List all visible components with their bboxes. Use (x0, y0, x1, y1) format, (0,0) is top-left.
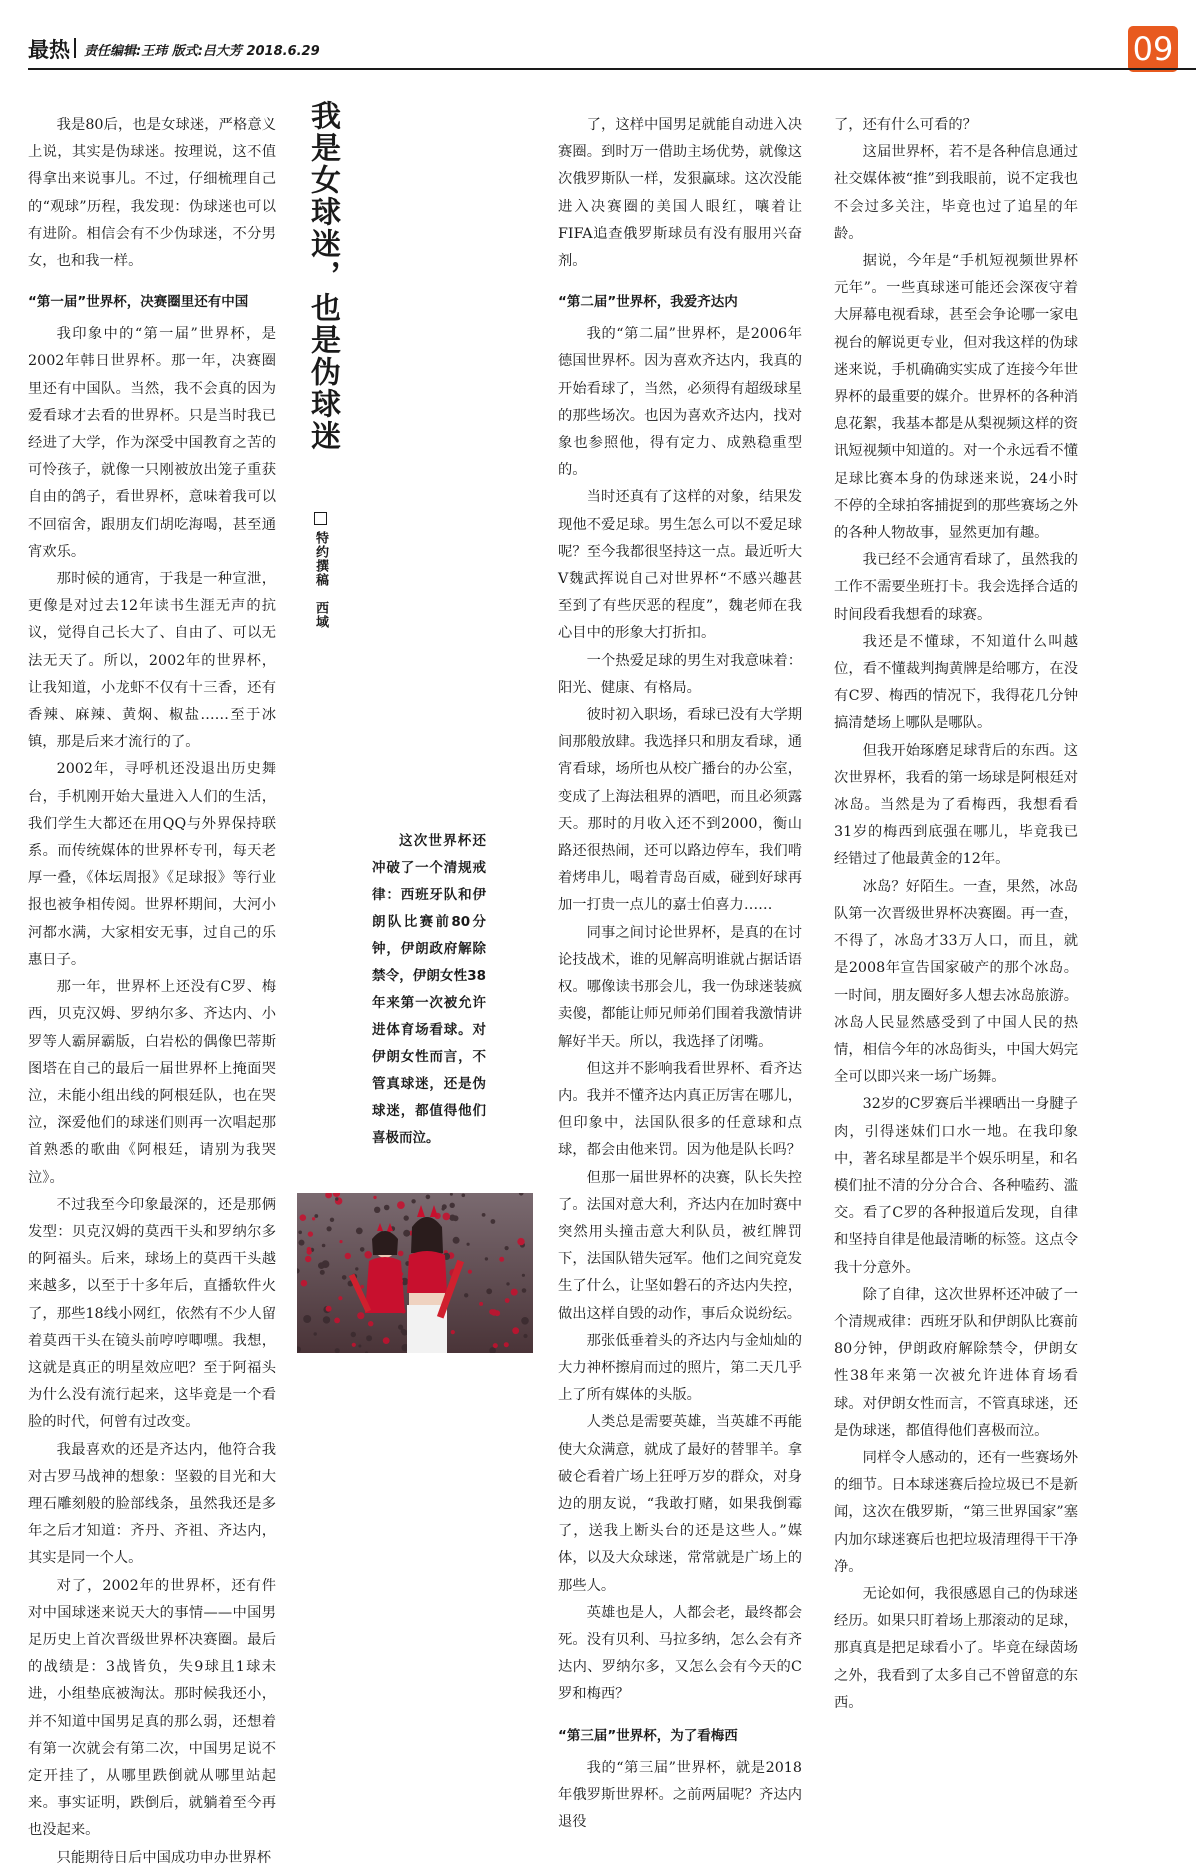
paragraph: 人类总是需要英雄，当英雄不再能使大众满意，就成了最好的替罪羊。拿破仑看着广场上狂呼万岁的群众，对身边的朋友说，“我敢打赌，如果我倒霉了，送我上断头台的还是这些人。”媒体，以及大众球迷，常常就是广场上的那些人。 (558, 1414, 802, 1594)
paragraph: 我已经不会通宵看球了，虽然我的工作不需要坐班打卡。我会选择合适的时间段看我想看的球赛。 (834, 552, 1078, 623)
paragraph: 我的“第三届”世界杯，就是2018年俄罗斯世界杯。之前两届呢？齐达内退役 (558, 1759, 802, 1830)
paragraph: 同事之间讨论世界杯，是真的在讨论技战术，谁的见解高明谁就占据话语权。哪像读书那会儿，我一伪球迷装疯卖傻，都能让师兄师弟们围着我激情讲解好半天。所以，我选择了闭嘴。 (558, 924, 802, 1050)
paragraph: 我最喜欢的还是齐达内，他符合我对古罗马战神的想象：坚毅的目光和大理石雕刻般的脸部线条，虽然我还是多年之后才知道：齐丹、齐祖、齐达内，其实是同一个人。 (28, 1441, 276, 1567)
paragraph: 冰岛？好陌生。一查，果然，冰岛队第一次晋级世界杯决赛圈。再一查，不得了，冰岛才33万人口，而且，就是2008年宣告国家破产的那个冰岛。一时间，朋友圈好多人想去冰岛旅游。冰岛人民显然感受到了中国人民的热情，相信今年的冰岛街头，中国大妈完全可以即兴来一场广场舞。 (834, 878, 1078, 1086)
paragraph: 了，这样中国男足就能自动进入决赛圈。到时万一借助主场优势，就像这次俄罗斯队一样，发狠赢球。这次没能进入决赛圈的美国人眼红，嚷着让FIFA追查俄罗斯球员有没有服用兴奋剂。 (558, 117, 802, 270)
section-heading: “第二届”世界杯，我爱齐达内 (558, 294, 738, 311)
paragraph: 英雄也是人，人都会老，最终都会死。没有贝利、马拉多纳，怎么会有齐达内、罗纳尔多，又怎么会有今天的C罗和梅西？ (558, 1604, 802, 1703)
editor-credits: 责任编辑:王玮 版式:吕大芳 2018.6.29 (84, 44, 320, 59)
paragraph: 据说，今年是“手机短视频世界杯元年”。一些真球迷可能还会深夜守着大屏幕电视看球，甚至会争论哪一家电视台的解说更专业，但对我这样的伪球迷来说，手机确确实实成了连接今年世界杯的最重要的媒介。世界杯的各种消息花絮，我基本都是从梨视频这样的资讯短视频中知道的。对一个永远看不懂足球比赛本身的伪球迷来说，24小时不停的全球拍客捕捉到的那些赛场之外的各种人物故事，显然更加有趣。 (834, 253, 1078, 542)
article-column-2 (558, 112, 802, 1836)
header-rule (28, 68, 1196, 70)
paragraph: 对了，2002年的世界杯，还有件对中国球迷来说天大的事情——中国男足历史上首次晋级世界杯决赛圈。最后的战绩是：3战皆负，失9球且1球未进，小组垫底被淘汰。那时候我还小，并不知道中国男足真的那么弱，还想着有第一次就会有第二次，中国男足说不定开挂了，从哪里跌倒就从哪里站起来。事实证明，跌倒后，就躺着至今再也没起来。 (28, 1577, 276, 1839)
paragraph: 无论如何，我很感恩自己的伪球迷经历。如果只盯着场上那滚动的足球，那真真是把足球看小了。毕竟在绿茵场之外，我看到了太多自己不曾留意的东西。 (834, 1585, 1078, 1711)
section-name: 最热 (28, 38, 70, 62)
paragraph: 我是80后，也是女球迷，严格意义上说，其实是伪球迷。按理说，这不值得拿出来说事儿。不过，仔细梳理自己的“观球”历程，我发现：伪球迷也可以有进阶。相信会有不少伪球迷，不分男女，也和我一样。 (28, 117, 276, 270)
paragraph: 当时还真有了这样的对象，结果发现他不爱足球。男生怎么可以不爱足球呢？至今我都很坚持这一点。最近听大V魏武挥说自己对世界杯“不感兴趣甚至到了有些厌恶的程度”，魏老师在我心目中的形象大打折扣。 (558, 489, 802, 642)
paragraph: 那一年，世界杯上还没有C罗、梅西，贝克汉姆、罗纳尔多、齐达内、小罗等人霸屏霸版，白岩松的偶像巴蒂斯图塔在自己的最后一届世界杯上掩面哭泣，未能小组出线的阿根廷队，也在哭泣，深爱他们的球迷们则再一次唱起那首熟悉的歌曲《阿根廷，请别为我哭泣》。 (28, 979, 276, 1186)
byline-label: 特约撰稿 (313, 531, 328, 587)
paragraph: 我的“第二届”世界杯，是2006年德国世界杯。因为喜欢齐达内，我真的开始看球了，当然，必须得有超级球星的那些场次。也因为喜欢齐达内，找对象也参照他，得有定力、成熟稳重型的。 (558, 326, 802, 479)
header-separator (74, 38, 76, 58)
paragraph: 那张低垂着头的齐达内与金灿灿的大力神杯擦肩而过的照片，第二天几乎上了所有媒体的头版。 (558, 1332, 802, 1404)
paragraph: 但那一届世界杯的决赛，队长失控了。法国对意大利，齐达内在加时赛中突然用头撞击意大利队员，被红牌罚下，法国队错失冠军。他们之间究竟发生了什么，让坚如磐石的齐达内失控，做出这样自毁的动作，事后众说纷纭。 (558, 1169, 802, 1322)
paragraph: 我还是不懂球，不知道什么叫越位，看不懂裁判掏黄牌是给哪方，在没有C罗、梅西的情况下，我得花几分钟搞清楚场上哪队是哪队。 (834, 633, 1078, 732)
page-header (28, 30, 1174, 68)
paragraph: 但这并不影响我看世界杯、看齐达内。我并不懂齐达内真正厉害在哪儿，但印象中，法国队很多的任意球和点球，都会由他来罚。因为他是队长吗？ (558, 1060, 802, 1159)
article-column-1 (28, 112, 276, 1872)
paragraph: 一个热爱足球的男生对我意味着：阳光、健康、有格局。 (558, 652, 802, 696)
paragraph: 这届世界杯，若不是各种信息通过社交媒体被“推”到我眼前，说不定我也不会过多关注，毕竟也过了追星的年龄。 (834, 144, 1078, 242)
paragraph: 2002年，寻呼机还没退出历史舞台，手机刚开始大量进入人们的生活，我们学生大都还在用QQ与外界保持联系。而传统媒体的世界杯专刊，每天老厚一叠，《体坛周报》《足球报》等行业报也被争相传阅。世界杯期间，大河小河都水满，大家相安无事，过自己的乐惠日子。 (28, 761, 276, 968)
cheerleader-photo-illustration (297, 1193, 533, 1353)
paragraph: 了，还有什么可看的？ (834, 117, 977, 133)
paragraph: 32岁的C罗赛后半裸晒出一身腱子肉，引得迷妹们口水一地。在我印象中，著名球星都是半个娱乐明星，和名模们扯不清的分分合合、各种嗑药、滥交。看了C罗的各种报道后发现，自律和坚持自律是他最清晰的标签。这点令我十分意外。 (834, 1096, 1078, 1276)
byline (308, 512, 332, 629)
paragraph: 彼时初入职场，看球已没有大学期间那般放肆。我选择只和朋友看球，通宵看球，场所也从校广播台的办公室，变成了上海法租界的酒吧，而且必须露天。那时的月收入还不到2000，衡山路还很热闹，还可以路边停车，我们啃着烤串儿，喝着青岛百威，碰到好球再加一打贵一点儿的嘉士伯喜力…… (558, 707, 802, 914)
paragraph: 不过我至今印象最深的，还是那俩发型：贝克汉姆的莫西干头和罗纳尔多的阿福头。后来，球场上的莫西干头越来越多，以至于十多年后，直播软件火了，那些18线小网红，依然有不少人留着莫西干头在镜头前哼哼唧嘿。我想，这就是真正的明星效应吧？至于阿福头为什么没有流行起来，这毕竟是一个看脸的时代，何曾有过改变。 (28, 1196, 276, 1431)
article-title: 我是女球迷，也是伪球迷 (305, 100, 340, 452)
byline-box-icon (314, 512, 327, 525)
article-photo (297, 1193, 533, 1353)
section-heading: “第一届”世界杯，决赛圈里还有中国 (28, 294, 249, 311)
pull-quote: 这次世界杯还冲破了一个清规戒律：西班牙队和伊朗队比赛前80分钟，伊朗政府解除禁令，伊朗女性38年来第一次被允许进体育场看球。对伊朗女性而言，不管真球迷，还是伪球迷，都值得他们喜极而泣。 (372, 833, 486, 1146)
page-number-badge: 09 (1128, 26, 1178, 72)
paragraph: 那时候的通宵，于我是一种宣泄，更像是对过去12年读书生涯无声的抗议，觉得自己长大了、自由了、可以无法无天了。所以，2002年的世界杯，让我知道，小龙虾不仅有十三香，还有香辣、麻辣、黄焖、椒盐……至于冰镇，那是后来才流行的了。 (28, 571, 276, 751)
paragraph: 只能期待日后中国成功申办世界杯 (56, 1849, 272, 1866)
article-column-3 (834, 112, 1078, 1717)
paragraph: 但我开始琢磨足球背后的东西。这次世界杯，我看的第一场球是阿根廷对冰岛。当然是为了看梅西，我想看看31岁的梅西到底强在哪儿，毕竟我已经错过了他最黄金的12年。 (834, 742, 1078, 868)
paragraph: 除了自律，这次世界杯还冲破了一个清规戒律：西班牙队和伊朗队比赛前80分钟，伊朗政府解除禁令，伊朗女性38年来第一次被允许进体育场看球。对伊朗女性而言，不管真球迷，还是伪球迷，都值得他们喜极而泣。 (834, 1286, 1078, 1439)
paragraph: 我印象中的“第一届”世界杯，是2002年韩日世界杯。那一年，决赛圈里还有中国队。当然，我不会真的因为爱看球才去看的世界杯。只是当时我已经进了大学，作为深受中国教育之苦的可怜孩子，就像一只刚被放出笼子重获自由的鸽子，看世界杯，意味着我可以不回宿舍，跟朋友们胡吃海喝，甚至通宵欢乐。 (28, 326, 276, 560)
paragraph: 同样令人感动的，还有一些赛场外的细节。日本球迷赛后捡垃圾已不是新闻，这次在俄罗斯，“第三世界国家”塞内加尔球迷赛后也把垃圾清理得干干净净。 (834, 1449, 1078, 1575)
author-name: 西域 (313, 601, 328, 629)
section-heading: “第三届”世界杯，为了看梅西 (558, 1727, 738, 1744)
